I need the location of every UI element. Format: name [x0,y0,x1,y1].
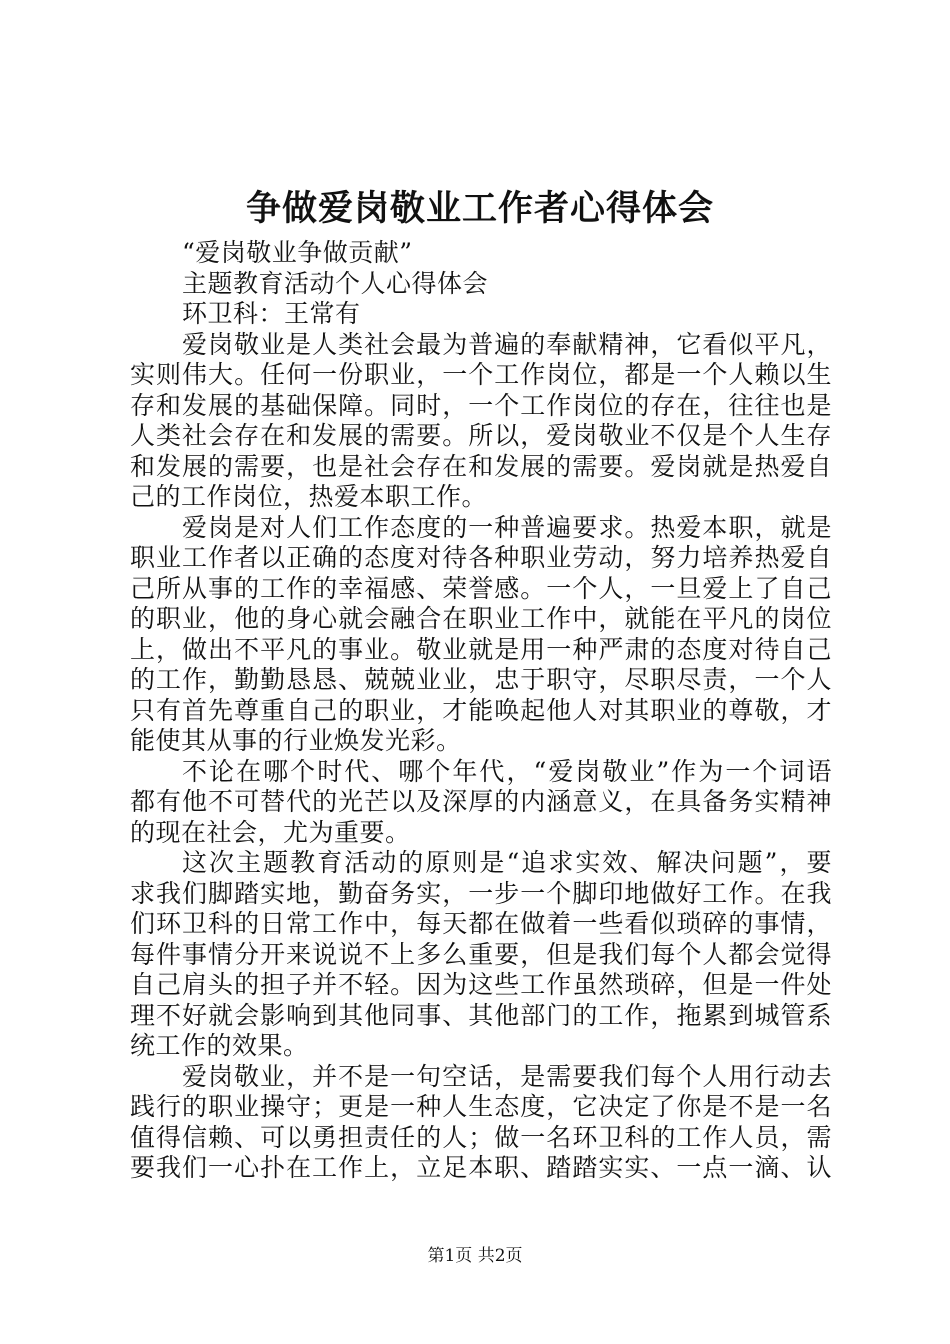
paragraph-line: 爱岗是对人们工作态度的一种普遍要求。热爱本职，就是 [182,512,832,542]
paragraph-line: 只有首先尊重自己的职业，才能唤起他人对其职业的尊敬，才 [130,695,832,725]
paragraph-line: 理不好就会影响到其他同事、其他部门的工作，拖累到城管系 [130,1000,832,1030]
paragraph-line: 爱岗敬业是人类社会最为普遍的奉献精神，它看似平凡， [182,329,832,359]
paragraph-line: 这次主题教育活动的原则是“追求实效、解决问题”，要 [182,848,832,877]
paragraph-line: 和发展的需要，也是社会存在和发展的需要。爱岗就是热爱自 [130,451,832,481]
paragraph-line: 职业工作者以正确的态度对待各种职业劳动，努力培养热爱自 [130,543,832,572]
paragraph-line: 的工作，勤勤恳恳、兢兢业业，忠于职守，尽职尽责，一个人 [130,665,832,694]
paragraph-line: 能使其从事的行业焕发光彩。 [130,726,462,755]
document-body [130,238,832,1184]
paragraph-line: 统工作的效果。 [130,1031,309,1060]
header-line: “爱岗敬业争做贡献” [182,238,413,267]
paragraph-line: 爱岗敬业，并不是一句空话，是需要我们每个人用行动去 [182,1061,832,1091]
paragraph-line: 己所从事的工作的幸福感、荣誉感。一个人，一旦爱上了自己 [130,573,832,603]
document-title: 争做爱岗敬业工作者心得体会 [245,189,714,229]
paragraph-line: 求我们脚踏实地，勤奋务实，一步一个脚印地做好工作。在我 [130,878,832,908]
paragraph-line: 己的工作岗位，热爱本职工作。 [130,482,488,511]
paragraph-line: 自己肩头的担子并不轻。因为这些工作虽然琐碎，但是一件处 [130,970,832,999]
page-footer: 第1页 共2页 [427,1246,523,1266]
paragraph-line: 实则伟大。任何一份职业，一个工作岗位，都是一个人赖以生 [130,360,832,389]
paragraph-line: 存和发展的基础保障。同时，一个工作岗位的存在，往往也是 [130,390,832,420]
paragraph-line: 不论在哪个时代、哪个年代，“爱岗敬业”作为一个词语 [182,756,832,786]
paragraph-line: 人类社会存在和发展的需要。所以，爱岗敬业不仅是个人生存 [130,421,832,450]
header-line: 主题教育活动个人心得体会 [182,268,489,298]
paragraph-line: 值得信赖、可以勇担责任的人；做一名环卫科的工作人员，需 [130,1122,832,1152]
paragraph-line: 的现在社会，尤为重要。 [130,817,411,847]
paragraph-line: 践行的职业操守；更是一种人生态度，它决定了你是不是一名 [130,1092,832,1121]
paragraph-line: 上，做出不平凡的事业。敬业就是用一种严肃的态度对待自己 [130,634,832,664]
paragraph-line: 要我们一心扑在工作上，立足本职、踏踏实实、一点一滴、认 [130,1153,832,1182]
paragraph-line: 每件事情分开来说说不上多么重要，但是我们每个人都会觉得 [130,939,832,969]
header-line: 环卫科：王常有 [182,299,361,328]
paragraph-line: 们环卫科的日常工作中，每天都在做着一些看似琐碎的事情， [130,909,832,938]
paragraph-line: 都有他不可替代的光芒以及深厚的内涵意义，在具备务实精神 [130,787,832,816]
paragraph-line: 的职业，他的身心就会融合在职业工作中，就能在平凡的岗位 [130,604,832,633]
